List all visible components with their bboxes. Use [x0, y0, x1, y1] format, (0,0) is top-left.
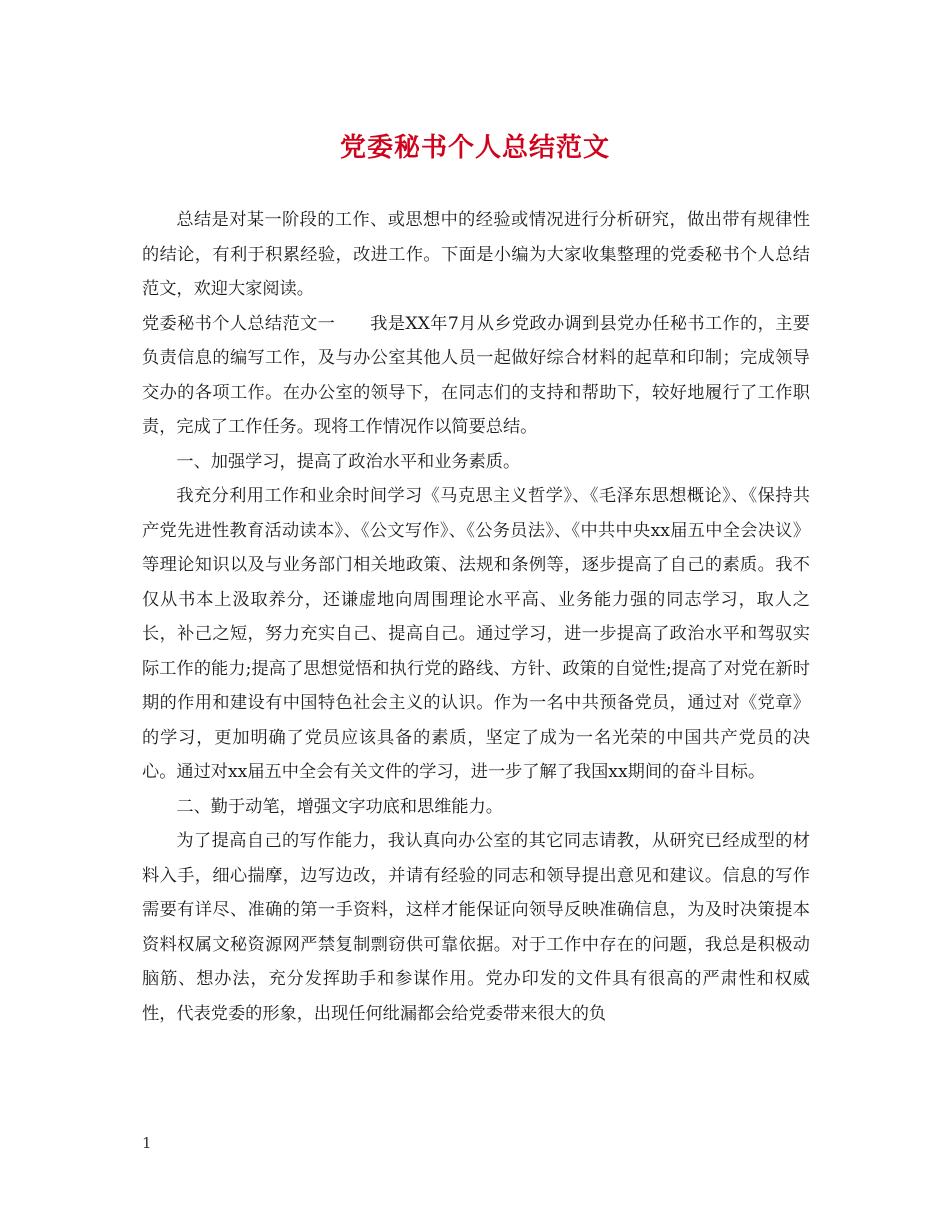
- paragraph-study: 我充分利用工作和业余时间学习《马克思主义哲学》、《毛泽东思想概论》、《保持共产党先进性教育活动读本》、《公文写作》、《公务员法》、《中共中央xx届五中全会决议》等理论知识以及与业务部门相关地政策、法规和条例等，逐步提高了自己的素质。我不仅从书本上汲取养分，还谦虚地向周围理论水平高、业务能力强的同志学习，取人之长，补己之短，努力充实自己、提高自己。通过学习，进一步提高了政治水平和驾驭实际工作的能力;提高了思想觉悟和执行党的路线、方针、政策的自觉性;提高了对党在新时期的作用和建设有中国特色社会主义的认识。作为一名中共预备党员，通过对《党章》的学习，更加明确了党员应该具备的素质，坚定了成为一名光荣的中国共产党员的决心。通过对xx届五中全会有关文件的学习，进一步了解了我国xx期间的奋斗目标。: [142, 486, 810, 782]
- section-heading-study: 一、加强学习，提高了政治水平和业务素质。: [176, 451, 521, 472]
- paragraph-sample-one: 党委秘书个人总结范文一 我是XX年7月从乡党政办调到县党办任秘书工作的，主要负责信息的编写工作，及与办公室其他人员一起做好综合材料的起草和印制；完成领导交办的各项工作。在办公室的领导下，在同志们的支持和帮助下，较好地履行了工作职责，完成了工作任务。现将工作情况作以简要总结。: [142, 313, 810, 437]
- paragraph-intro: 总结是对某一阶段的工作、或思想中的经验或情况进行分析研究，做出带有规律性的结论，有利于积累经验，改进工作。下面是小编为大家收集整理的党委秘书个人总结范文，欢迎大家阅读。: [142, 210, 810, 299]
- paragraph-writing: 为了提高自己的写作能力，我认真向办公室的其它同志请教，从研究已经成型的材料入手，细心揣摩，边写边改，并请有经验的同志和领导提出意见和建议。信息的写作需要有详尽、准确的第一手资料，这样才能保证向领导反映准确信息，为及时决策提本资料权属文秘资源网严禁复制剽窃供可靠依据。对于工作中存在的问题，我总是积极动脑筋、想办法，充分发挥助手和参谋作用。党办印发的文件具有很高的严肃性和权威性，代表党委的形象，出现任何纰漏都会给党委带来很大的负: [142, 831, 810, 1024]
- section-heading-writing: 二、勤于动笔，增强文字功底和思维能力。: [176, 796, 503, 817]
- page-number: 1: [142, 1134, 152, 1152]
- document-title: 党委秘书个人总结范文: [339, 133, 610, 163]
- document-body: [142, 203, 810, 1031]
